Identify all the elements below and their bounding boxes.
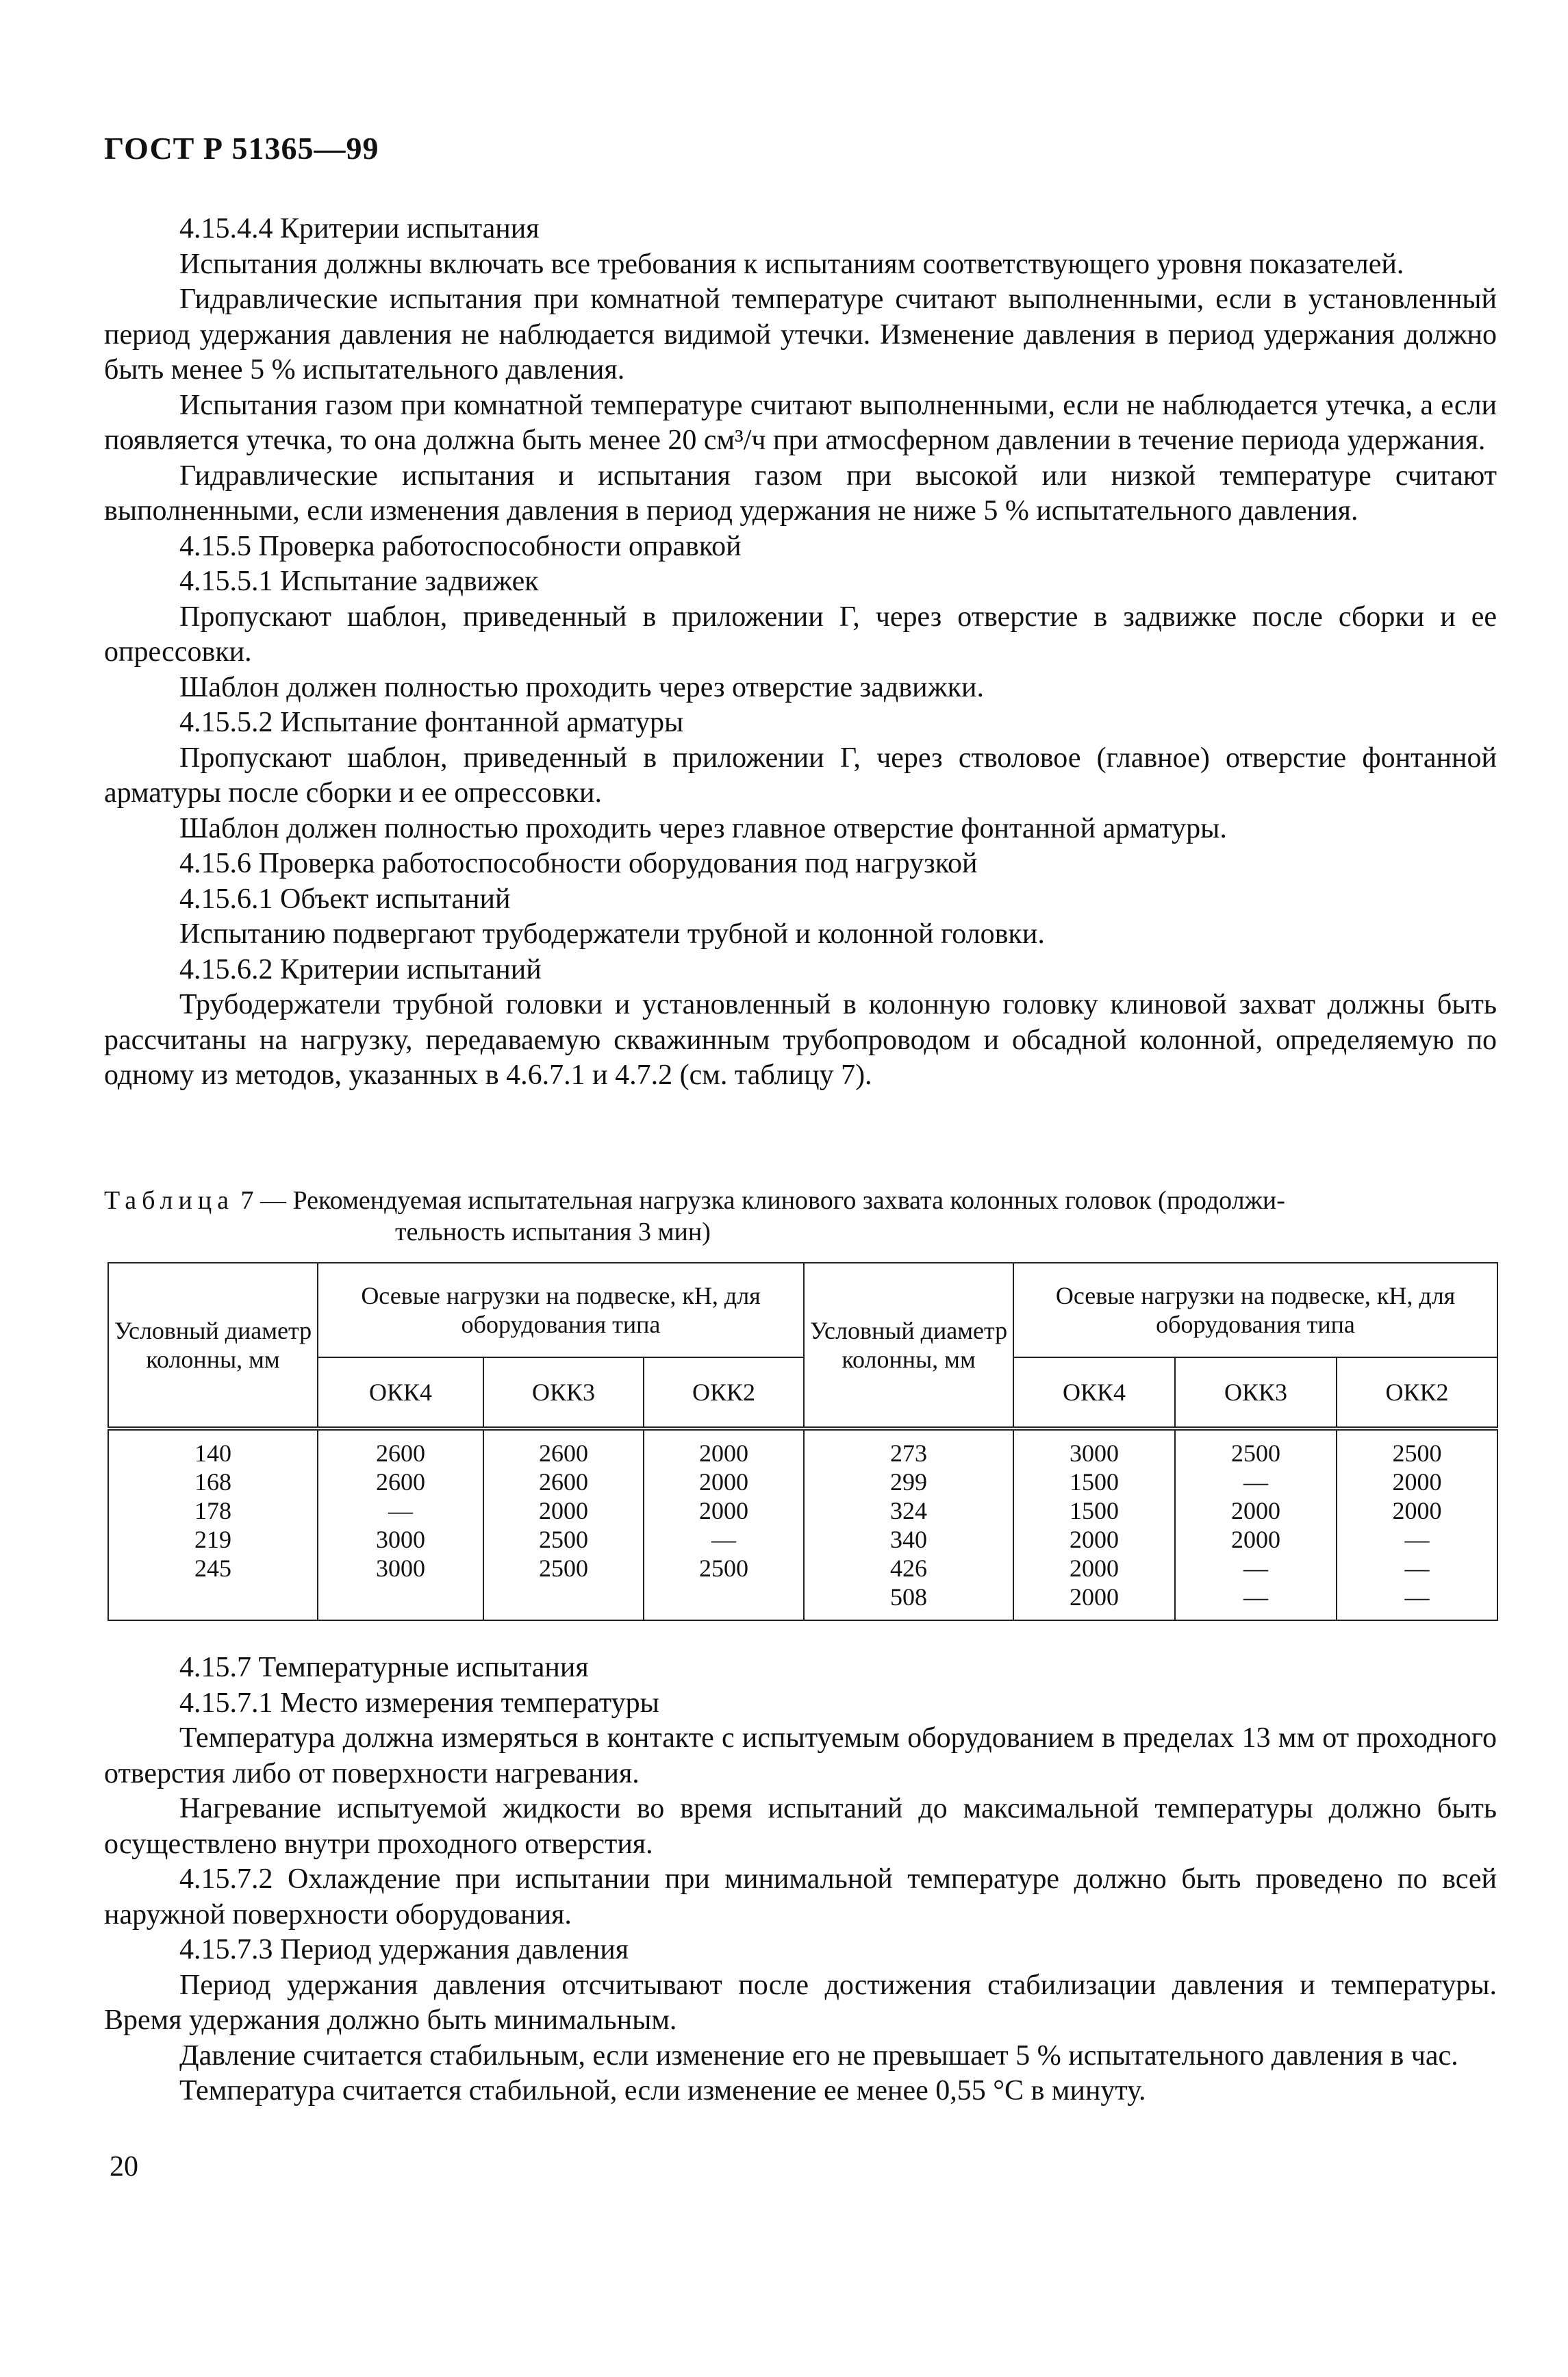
table-caption-continued: тельность испытания 3 мин) — [395, 1218, 711, 1246]
cell-empty — [318, 1583, 483, 1620]
cell-okk4: — — [318, 1496, 483, 1525]
cell-okk2: 2500 — [1337, 1429, 1497, 1468]
heading-4-15-7-3: 4.15.7.3 Период удержания давления — [179, 1934, 629, 1965]
cell-diameter: 168 — [108, 1468, 318, 1496]
paragraph: Гидравлические испытания при комнатной температуре считают выполненными, если в установленный период удержания давления не наблюдается видимой утечки. Изменение давления в период удержания должно быть менее 5 % испытательного давления. — [104, 284, 1497, 386]
heading-4-15-5-2: 4.15.5.2 Испытание фонтанной арматуры — [179, 707, 684, 738]
cell-okk4: 2000 — [1013, 1525, 1175, 1554]
table-row — [108, 1496, 1497, 1525]
col-header-okk4-right: ОКК4 — [1013, 1357, 1175, 1429]
cell-okk2: — — [1337, 1525, 1497, 1554]
cell-okk4: 1500 — [1013, 1496, 1175, 1525]
cell-okk4: 3000 — [318, 1554, 483, 1583]
cell-diameter: 426 — [804, 1554, 1013, 1583]
col-header-okk2-right: ОКК2 — [1337, 1357, 1497, 1429]
heading-4-15-4-4: 4.15.4.4 Критерии испытания — [179, 213, 540, 244]
heading-4-15-6: 4.15.6 Проверка работоспособности оборудования под нагрузкой — [179, 848, 978, 879]
table-7 — [108, 1262, 1498, 1621]
cell-okk4: 2000 — [1013, 1554, 1175, 1583]
cell-okk3: — — [1175, 1583, 1337, 1620]
cell-diameter: 508 — [804, 1583, 1013, 1620]
table-caption-lead: Таблица — [104, 1186, 235, 1215]
table-row — [108, 1525, 1497, 1554]
text-block-top — [104, 212, 1497, 1094]
heading-4-15-6-2: 4.15.6.2 Критерии испытаний — [179, 953, 542, 985]
cell-diameter: 324 — [804, 1496, 1013, 1525]
cell-empty — [108, 1583, 318, 1620]
cell-diameter: 273 — [804, 1429, 1013, 1468]
cell-okk2: 2000 — [1337, 1496, 1497, 1525]
cell-okk2: 2000 — [644, 1496, 804, 1525]
paragraph: Испытания газом при комнатной температуре считают выполненными, если не наблюдается утечка, а если появляется утечка, то она должна быть менее 20 см³/ч при атмосферном давлении в течение периода удержания. — [104, 389, 1497, 456]
document-code: ГОСТ Р 51365—99 — [104, 131, 379, 166]
cell-diameter: 340 — [804, 1525, 1013, 1554]
paragraph: Шаблон должен полностью проходить через отверстие задвижки. — [179, 671, 984, 703]
cell-okk3: 2500 — [483, 1554, 644, 1583]
cell-okk4: 2600 — [318, 1429, 483, 1468]
paragraph: Температура считается стабильной, если изменение ее менее 0,55 °С в минуту. — [179, 2075, 1146, 2106]
paragraph: Испытанию подвергают трубодержатели трубной и колонной головки. — [179, 918, 1045, 950]
heading-4-15-5-1: 4.15.5.1 Испытание задвижек — [179, 566, 539, 597]
cell-okk4: 2000 — [1013, 1583, 1175, 1620]
cell-okk3: 2600 — [483, 1429, 644, 1468]
paragraph: Нагревание испытуемой жидкости во время испытаний до максимальной температуры должно быть осуществлено внутри проходного отверстия. — [104, 1793, 1497, 1860]
cell-okk4: 2600 — [318, 1468, 483, 1496]
cell-diameter: 219 — [108, 1525, 318, 1554]
cell-empty — [483, 1583, 644, 1620]
cell-okk3: 2600 — [483, 1468, 644, 1496]
cell-okk2: 2000 — [644, 1429, 804, 1468]
cell-okk4: 1500 — [1013, 1468, 1175, 1496]
paragraph: Испытания должны включать все требования к испытаниям соответствующего уровня показателей. — [179, 248, 1404, 280]
cell-okk2: — — [1337, 1583, 1497, 1620]
paragraph: Давление считается стабильным, если изменение его не превышает 5 % испытательного давления в час. — [179, 2039, 1458, 2072]
table-row — [108, 1468, 1497, 1496]
cell-okk3: 2000 — [1175, 1525, 1337, 1554]
cell-okk4: 3000 — [318, 1525, 483, 1554]
cell-diameter: 140 — [108, 1429, 318, 1468]
paragraph: Пропускают шаблон, приведенный в приложении Г, через отверстие в задвижке после сборки и ее опрессовки. — [104, 601, 1497, 668]
table-row — [108, 1554, 1497, 1583]
col-header-diameter-left: Условный диаметр колонны, мм — [108, 1263, 318, 1429]
cell-okk4: 3000 — [1013, 1429, 1175, 1468]
cell-okk3: 2000 — [1175, 1496, 1337, 1525]
cell-okk2: 2000 — [1337, 1468, 1497, 1496]
table-caption-text: 7 — Рекомендуемая испытательная нагрузка клинового захвата колонных головок (продолжи- — [240, 1186, 1285, 1215]
table-caption — [104, 1185, 1497, 1248]
paragraph: Пропускают шаблон, приведенный в приложении Г, через стволовое (главное) отверстие фонтанной арматуры после сборки и ее опрессовки. — [104, 742, 1497, 809]
cell-okk2: — — [644, 1525, 804, 1554]
heading-4-15-5: 4.15.5 Проверка работоспособности оправкой — [179, 530, 742, 562]
cell-okk3: 2000 — [483, 1496, 644, 1525]
text-block-bottom — [104, 1650, 1497, 2109]
cell-diameter: 178 — [108, 1496, 318, 1525]
heading-4-15-7: 4.15.7 Температурные испытания — [179, 1652, 589, 1683]
cell-okk3: 2500 — [483, 1525, 644, 1554]
cell-okk3: — — [1175, 1554, 1337, 1583]
col-header-okk3-left: ОКК3 — [483, 1357, 644, 1429]
cell-okk2: 2500 — [644, 1554, 804, 1583]
col-header-loads-right: Осевые нагрузки на подвеске, кН, для оборудования типа — [1013, 1263, 1497, 1357]
cell-okk3: 2500 — [1175, 1429, 1337, 1468]
cell-empty — [644, 1583, 804, 1620]
cell-diameter: 299 — [804, 1468, 1013, 1496]
paragraph: Гидравлические испытания и испытания газом при высокой или низкой температуре считают выполненными, если изменения давления в период удержания не ниже 5 % испытательного давления. — [104, 460, 1497, 527]
col-header-okk2-left: ОКК2 — [644, 1357, 804, 1429]
cell-diameter: 245 — [108, 1554, 318, 1583]
col-header-diameter-right: Условный диаметр колонны, мм — [804, 1263, 1013, 1429]
cell-okk3: — — [1175, 1468, 1337, 1496]
col-header-okk3-right: ОКК3 — [1175, 1357, 1337, 1429]
paragraph: 4.15.7.2 Охлаждение при испытании при минимальной температуре должно быть проведено по всей наружной поверхности оборудования. — [104, 1863, 1497, 1930]
page-number: 20 — [110, 2151, 138, 2183]
paragraph: Трубодержатели трубной головки и установленный в колонную головку клиновой захват должны быть рассчитаны на нагрузку, передаваемую скважинным трубопроводом и обсадной колонной, определяемую по одному из методов, указанных в 4.6.7.1 и 4.7.2 (см. таблицу 7). — [104, 989, 1497, 1091]
paragraph: Шаблон должен полностью проходить через главное отверстие фонтанной арматуры. — [179, 812, 1227, 844]
paragraph: Температура должна измеряться в контакте с испытуемым оборудованием в пределах 13 мм от проходного отверстия либо от поверхности нагревания. — [104, 1722, 1497, 1789]
cell-okk2: 2000 — [644, 1468, 804, 1496]
col-header-loads-left: Осевые нагрузки на подвеске, кН, для оборудования типа — [318, 1263, 804, 1357]
heading-4-15-7-1: 4.15.7.1 Место измерения температуры — [179, 1687, 659, 1719]
cell-okk2: — — [1337, 1554, 1497, 1583]
heading-4-15-6-1: 4.15.6.1 Объект испытаний — [179, 883, 511, 915]
table-row — [108, 1583, 1497, 1620]
col-header-okk4-left: ОКК4 — [318, 1357, 483, 1429]
table-row — [108, 1429, 1497, 1468]
paragraph: Период удержания давления отсчитывают после достижения стабилизации давления и температуры. Время удержания должно быть минимальным. — [104, 1969, 1497, 2036]
